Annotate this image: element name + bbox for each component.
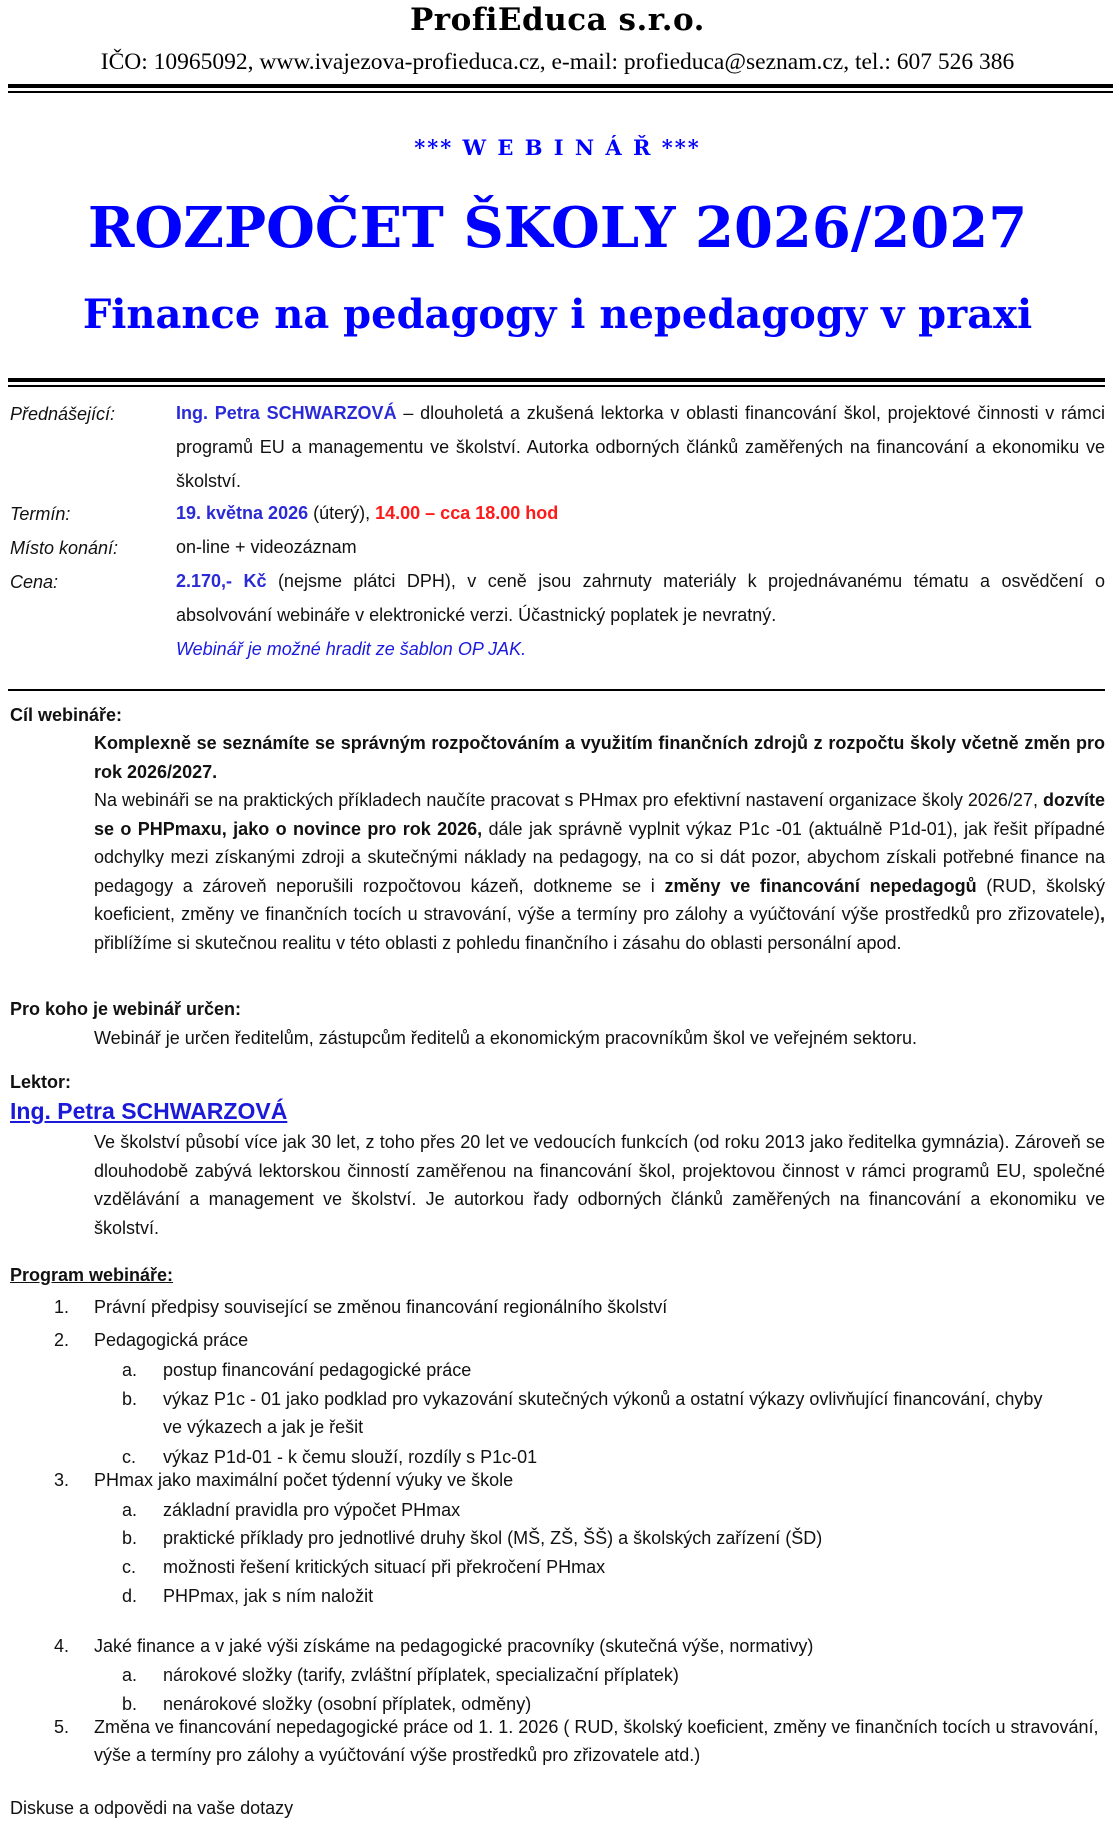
program-subitem-text: základní pravidla pro výpočet PHmax [163,1500,461,1520]
goal-heading: Cíl webináře: [10,705,123,725]
price-note: Webinář je možné hradit ze šablon OP JAK. [176,639,527,659]
program-subitem-letter: a. [122,1500,138,1520]
program-subitem-text: nárokové složky (tarify, zvláštní příplatek, specializační příplatek) [163,1665,679,1685]
presenter-description: – dlouholetá a zkušená lektorka v oblasti financování škol, projektové činnosti v rámci programů EU a managementu ve školství. Autorka odborných článků zaměřených na financování a ekonomiku ve školství. [176,403,1105,491]
goal-intro-text: Komplexně se seznámíte se správným rozpočtováním a využitím finančních zdrojů z rozpočtu školy včetně změn pro rok 2026/2027. [94,733,1105,782]
goal-text-2: dále jak správně vyplnit výkaz P1c -01 (aktuálně P1d-01), jak řešit případné odchylky mezi získanými zdroji a skutečnými náklady na pedagogy, na co si dát pozor, abychom získali potřebné finance na pedagogy a zároveň neporušili rozpočtovou kázeň, dotkneme se i [94,818,1105,896]
program-item-number: 2. [54,1330,70,1350]
program-subitem-text: výkaz P1c - 01 jako podklad pro vykazování skutečných výkonů a ostatní výkazy ovlivňující financování, chyby ve výkazech a jak je řešit [163,1389,1043,1437]
program-subitem-letter: b. [122,1389,138,1409]
goal-text-1: Na webináři se na praktických příkladech naučíte pracovat s PHmax pro efektivní nastavení organizace školy 2026/27, [94,790,1043,810]
program-subitem-letter: a. [122,1665,138,1685]
program-subitem-text: nenárokové složky (osobní příplatek, odměny) [163,1694,532,1714]
goal-text-bold-3: , [1099,904,1105,924]
program-subitem-text: praktické příklady pro jednotlivé druhy škol (MŠ, ZŠ, ŠŠ) a školských zařízení (ŠD) [163,1528,823,1548]
goal-text-bold-1: dozvíte se o PHPmaxu, jako o novince pro rok 2026, [94,790,1105,839]
date-value [176,496,1105,530]
program-item-text: Změna ve financování nepedagogické práce od 1. 1. 2026 ( RUD, školský koeficient, změny ve finančních tocích u stravování, výše a termíny pro zálohy a vyúčtování výše prostředků pro zřizovatele atd.) [94,1717,1099,1765]
page-title: ROZPOČET ŠKOLY 2026/2027 [87,195,1028,261]
program-subitem-letter: b. [122,1528,138,1548]
program-subitem-letter: c. [122,1447,137,1467]
place-value: on-line + videozáznam [176,537,357,557]
program-subitem-text: výkaz P1d-01 - k čemu slouží, rozdíly s P1c-01 [163,1447,538,1467]
program-item-number: 4. [54,1636,70,1656]
program-heading: Program webináře: [10,1265,174,1285]
goal-description [94,786,1105,957]
company-contact: IČO: 10965092, www.ivajezova-profieduca.cz, e-mail: profieduca@seznam.cz, tel.: 607 526 386 [100,49,1015,75]
audience-heading: Pro koho je webinář určen: [10,999,242,1019]
price-value [176,564,1105,632]
program-subitem-letter: c. [122,1557,137,1577]
event-time: 14.00 – cca 18.00 hod [375,503,559,523]
program-item-text: PHmax jako maximální počet týdenní výuky ve škole [94,1470,514,1490]
event-weekday: (úterý), [308,503,376,523]
event-date: 19. května 2026 [176,503,309,523]
program-item-text: Právní předpisy související se změnou financování regionálního školství [94,1297,668,1317]
lector-bio: Ve školství působí více jak 30 let, z toho přes 20 let ve vedoucích funkcích (od roku 2013 jako ředitelka gymnázia). Zároveň se dlouhodobě zabývá lektorskou činností zaměřenou na financování škol, projektovou činnost v rámci programů EU, společné vzdělávání a management ve školství. Je autorkou řady odborných článků zaměřených na financování a ekonomiku ve školství. [94,1132,1105,1238]
goal-text-4: přiblížíme si skutečnou realitu v této oblasti z pohledu finančního i zásahu do oblasti personální apod. [94,932,902,953]
company-name: ProfiEduca s.r.o. [410,2,705,38]
program-closing: Diskuse a odpovědi na vaše dotazy [10,1798,294,1818]
goal-text-3: (RUD, školský koeficient, změny ve finančních tocích u stravování, výše a termíny pro zálohy a vyúčtování výše prostředků pro zřizovatele) [94,875,1105,924]
program-item-text: Jaké finance a v jaké výši získáme na pedagogické pracovníky (skutečná výše, normativy) [94,1636,814,1656]
program-subitem-text: možnosti řešení kritických situací při překročení PHmax [163,1557,606,1577]
lector-heading: Lektor: [10,1072,72,1092]
lector-name-link[interactable]: Ing. Petra SCHWARZOVÁ [10,1098,288,1124]
price-amount: 2.170,- Kč [176,571,267,591]
presenter-label: Přednášející: [10,404,116,424]
goal-text-bold-2: změny ve financování nepedagogů [664,875,977,896]
program-item-number: 5. [54,1717,70,1737]
program-subitem-text: postup financování pedagogické práce [163,1360,472,1380]
program-subitem-letter: d. [122,1586,138,1606]
title-divider [8,378,1105,386]
program-item-number: 1. [54,1297,70,1317]
program-subitem-letter: b. [122,1694,138,1714]
place-label: Místo konání: [10,538,119,558]
header-divider [8,84,1113,92]
program-subitem-letter: a. [122,1360,138,1380]
price-label: Cena: [10,572,59,592]
goal-intro [94,729,1105,786]
page-subtitle: Finance na pedagogy i nepedagogy v praxi [82,291,1033,338]
price-description: (nejsme plátci DPH), v ceně jsou zahrnuty materiály k projednávanému tématu a osvědčení o absolvování webináře v elektronické verzi. Účastnický poplatek je nevratný. [176,571,1105,625]
audience-text: Webinář je určen ředitelům, zástupcům ředitelů a ekonomickým pracovníkům škol ve veřejném sektoru. [94,1028,918,1048]
program-subitem-text: PHPmax, jak s ním naložit [163,1586,374,1606]
info-table [10,398,1105,668]
date-label: Termín: [10,504,71,524]
info-divider [8,689,1105,691]
webinar-label: *** W E B I N Á Ř *** [414,135,701,160]
program-item-text: Pedagogická práce [94,1330,249,1350]
program-item-number: 3. [54,1470,70,1490]
presenter-value [176,396,1105,498]
presenter-name: Ing. Petra SCHWARZOVÁ [176,403,397,423]
